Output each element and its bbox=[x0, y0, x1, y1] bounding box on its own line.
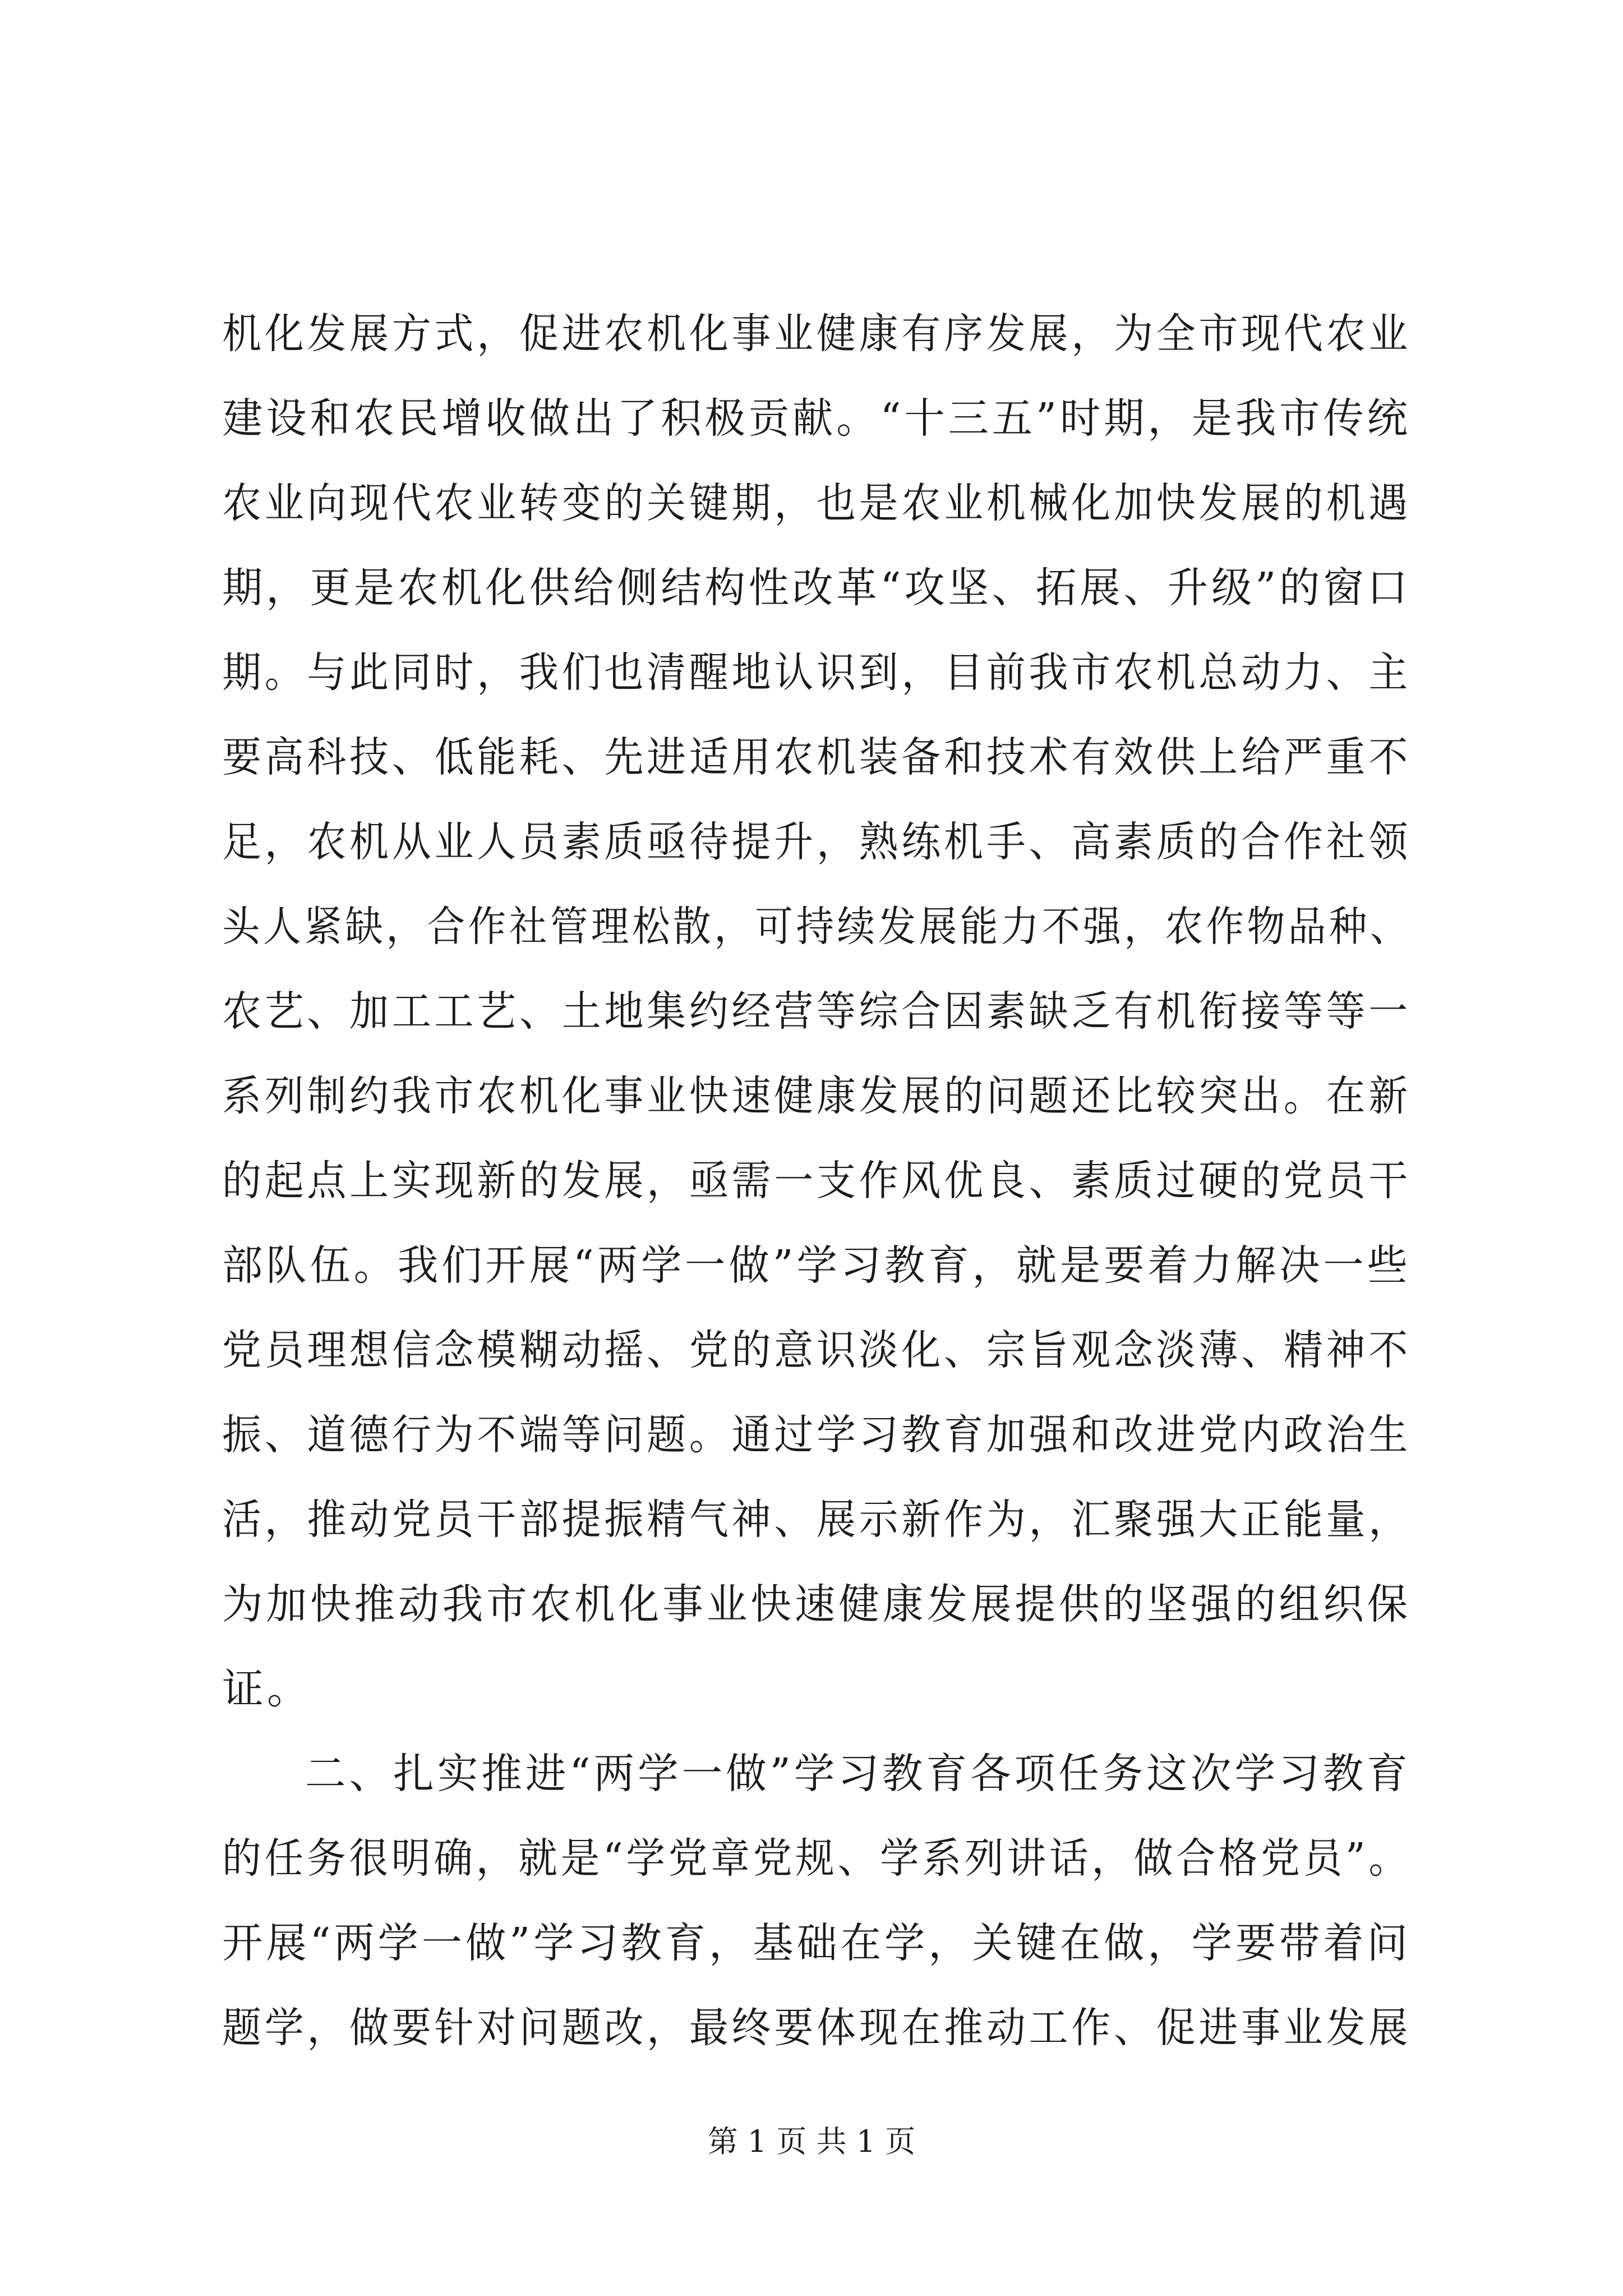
body-line: 机化发展方式，促进农机化事业健康有序发展，为全市现代农业 bbox=[222, 310, 1411, 358]
body-line: 建设和农民增收做出了积极贡献。“十三五”时期，是我市传统 bbox=[222, 394, 1411, 443]
body-line: 开展“两学一做”学习教育，基础在学，关键在做，学要带着问 bbox=[222, 1919, 1411, 1967]
body-line: 活，推动党员干部提振精气神、展示新作为，汇聚强大正能量， bbox=[222, 1496, 1411, 1544]
body-line: 的起点上实现新的发展，亟需一支作风优良、素质过硬的党员干 bbox=[222, 1157, 1411, 1205]
body-line: 农业向现代农业转变的关键期，也是农业机械化加快发展的机遇 bbox=[222, 479, 1411, 527]
body-line: 期。与此同时，我们也清醒地认识到，目前我市农机总动力、主 bbox=[222, 648, 1411, 697]
body-line: 系列制约我市农机化事业快速健康发展的问题还比较突出。在新 bbox=[222, 1072, 1411, 1120]
body-line: 振、道德行为不端等问题。通过学习教育加强和改进党内政治生 bbox=[222, 1411, 1411, 1459]
body-line: 部队伍。我们开展“两学一做”学习教育，就是要着力解决一些 bbox=[222, 1241, 1411, 1290]
body-line: 题学，做要针对问题改，最终要体现在推动工作、促进事业发展 bbox=[222, 2004, 1411, 2052]
section-heading-line: 二、扎实推进“两学一做”学习教育各项任务这次学习教育 bbox=[305, 1750, 1411, 1798]
page-footer: 第 1 页 共 1 页 bbox=[707, 2124, 916, 2159]
body-line: 足，农机从业人员素质亟待提升，熟练机手、高素质的合作社领 bbox=[222, 818, 1411, 866]
body-line: 的任务很明确，就是“学党章党规、学系列讲话，做合格党员”。 bbox=[222, 1834, 1411, 1883]
body-line: 农艺、加工工艺、土地集约经营等综合因素缺乏有机衔接等等一 bbox=[222, 987, 1411, 1036]
body-line: 期，更是农机化供给侧结构性改革“攻坚、拓展、升级”的窗口 bbox=[222, 564, 1411, 612]
body-line: 头人紧缺，合作社管理松散，可持续发展能力不强，农作物品种、 bbox=[222, 903, 1412, 951]
body-line: 证。 bbox=[222, 1665, 312, 1713]
body-line: 要高科技、低能耗、先进适用农机装备和技术有效供上给严重不 bbox=[222, 733, 1411, 781]
body-line: 党员理想信念模糊动摇、党的意识淡化、宗旨观念淡薄、精神不 bbox=[222, 1326, 1411, 1374]
body-line: 为加快推动我市农机化事业快速健康发展提供的坚强的组织保 bbox=[222, 1580, 1412, 1628]
